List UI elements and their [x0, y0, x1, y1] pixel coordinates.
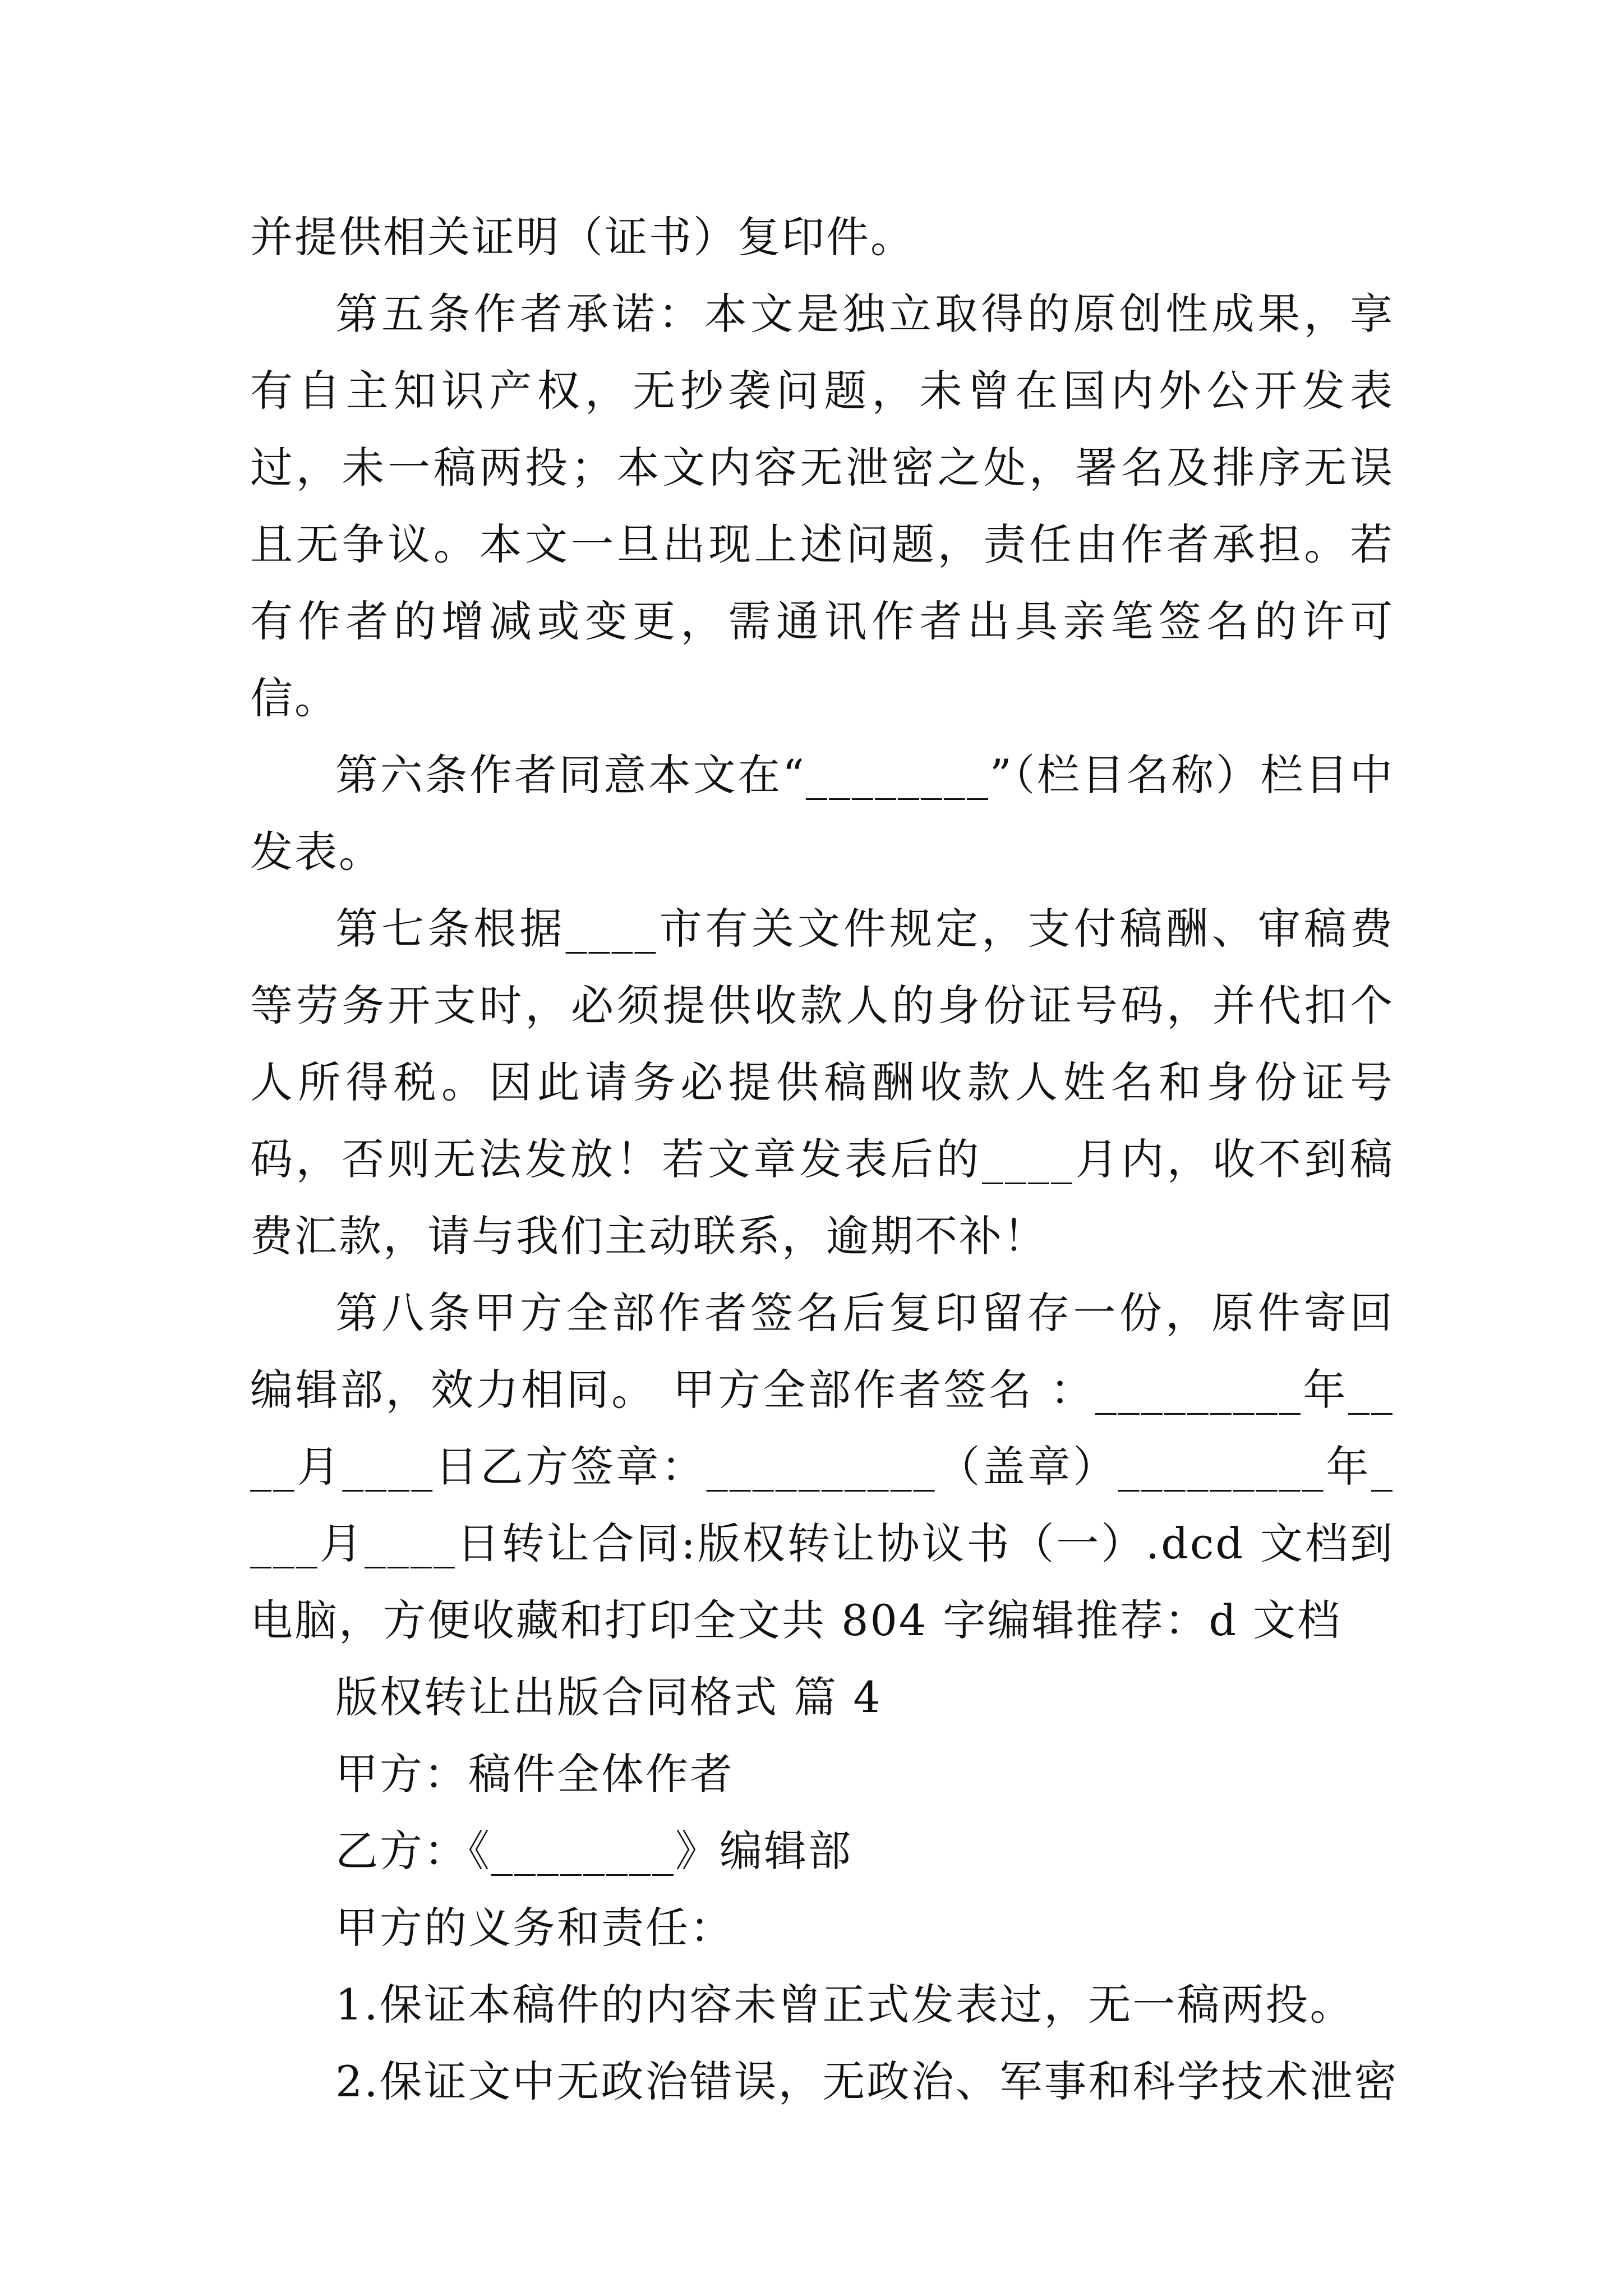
obligation-item-2: 2.保证文中无政治错误，无政治、军事和科学技术泄密 [335, 2056, 1399, 2106]
party-b-line: 乙方：《________》编辑部 [335, 1826, 852, 1876]
paragraph-article-eight: 第八条甲方全部作者签名后复印留存一份，原件寄回编辑部，效力相同。 甲方全部作者签名 ：_________年____月____日乙方签章：__________（盖章）_________年____月____日转让合同:版权转让协议书（一）.dcd 文档到电脑，方便收藏和打印全文共 804 字编辑推荐：d 文档 [250, 1288, 1394, 1645]
document-body [250, 199, 1399, 2120]
party-a-line: 甲方：稿件全体作者 [335, 1749, 734, 1799]
paragraph-article-five: 第五条作者承诺：本文是独立取得的原创性成果，享有自主知识产权，无抄袭问题，未曾在国内外公开发表过，未一稿两投；本文内容无泄密之处，署名及排序无误且无争议。本文一旦出现上述问题，责任由作者承担。若有作者的增减或变更，需通讯作者出具亲笔签名的许可信。 [250, 289, 1394, 723]
party-a-obligations-heading: 甲方的义务和责任： [335, 1903, 734, 1953]
section-heading: 版权转让出版合同格式 篇 4 [335, 1672, 882, 1722]
paragraph-article-seven: 第七条根据____市有关文件规定，支付稿酬、审稿费等劳务开支时，必须提供收款人的身份证号码，并代扣个人所得税。因此请务必提供稿酬收款人姓名和身份证号码，否则无法发放！若文章发表后的____月内，收不到稿费汇款，请与我们主动联系，逾期不补！ [250, 904, 1394, 1261]
obligation-item-1: 1.保证本稿件的内容未曾正式发表过，无一稿两投。 [335, 1980, 1354, 2030]
paragraph-certificate-copy: 并提供相关证明（证书）复印件。 [250, 212, 915, 262]
paragraph-article-six: 第六条作者同意本文在“________”（栏目名称）栏目中发表。 [250, 750, 1394, 877]
